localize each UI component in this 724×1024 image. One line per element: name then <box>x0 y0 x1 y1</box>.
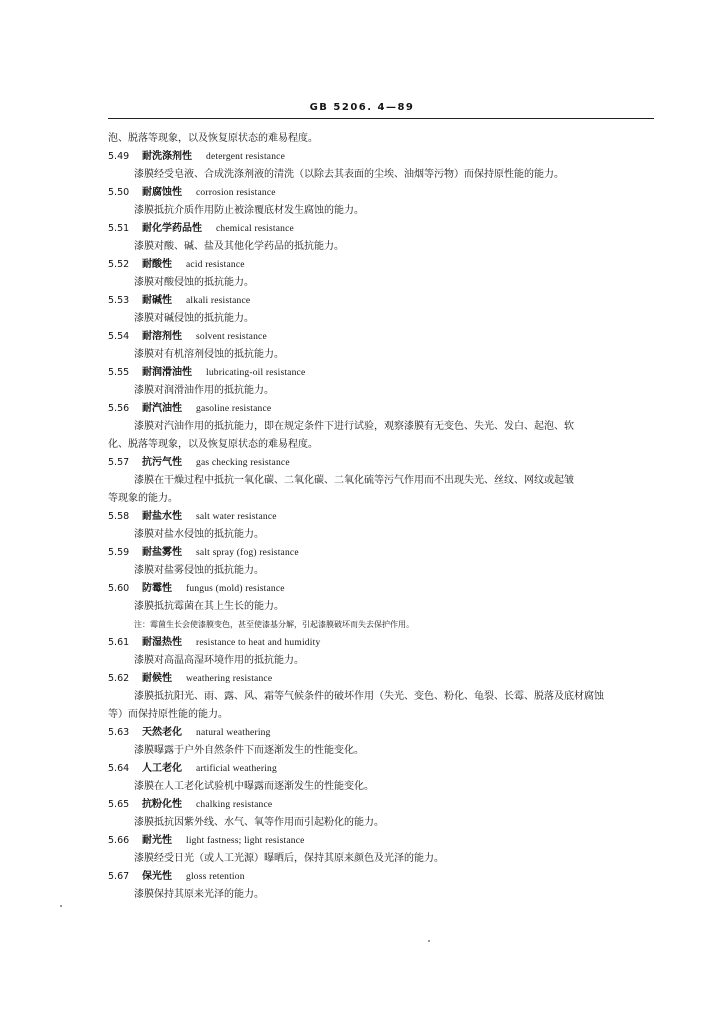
term-definition: 漆膜在人工老化试验机中曝露而逐渐发生的性能变化。 <box>134 781 374 792</box>
term-heading <box>108 670 654 688</box>
term-heading <box>108 832 654 850</box>
term-number: 5.51 <box>108 223 130 234</box>
term-number: 5.54 <box>108 331 130 342</box>
term-chinese: 抗粉化性 <box>142 799 182 810</box>
term-definition: 漆膜对有机溶剂侵蚀的抵抗能力。 <box>134 349 284 360</box>
term-definition: 漆膜曝露于户外自然条件下而逐渐发生的性能变化。 <box>134 745 364 756</box>
term-heading <box>108 868 654 886</box>
term-chinese: 抗污气性 <box>142 457 182 468</box>
term-heading <box>108 544 654 562</box>
term-definition: 漆膜抵抗阳光、雨、露、风、霜等气候条件的破坏作用（失光、变色、粉化、龟裂、长霉、脱落及底材腐蚀 <box>134 691 604 702</box>
term-chinese: 耐湿热性 <box>142 637 182 648</box>
term-number: 5.60 <box>108 583 130 594</box>
term-definition: 漆膜对润滑油作用的抵抗能力。 <box>134 385 274 396</box>
term-heading <box>108 328 654 346</box>
term-heading <box>108 796 654 814</box>
term-number: 5.56 <box>108 403 130 414</box>
term-definition: 漆膜经受皂液、合成洗涤剂液的清洗（以除去其表面的尘埃、油烟等污物）而保持原性能的能力。 <box>134 169 564 180</box>
term-english: chalking resistance <box>196 800 273 810</box>
term-chinese: 耐腐蚀性 <box>142 187 182 198</box>
term-definition: 漆膜抵抗介质作用防止被涂覆底材发生腐蚀的能力。 <box>134 205 364 216</box>
term-definition: 漆膜抵抗霉菌在其上生长的能力。 <box>134 601 284 612</box>
term-heading <box>108 220 654 238</box>
term-definition: 漆膜保持其原来光泽的能力。 <box>134 889 264 900</box>
term-english: alkali resistance <box>186 296 251 306</box>
term-english: gloss retention <box>186 872 245 882</box>
term-english: fungus (mold) resistance <box>186 584 285 594</box>
term-english: salt spray (fog) resistance <box>196 548 299 558</box>
term-chinese: 耐洗涤剂性 <box>142 151 192 162</box>
term-heading <box>108 580 654 598</box>
term-number: 5.50 <box>108 187 130 198</box>
term-definition-continued: 化、脱落等现象，以及恢复原状态的难易程度。 <box>108 439 318 450</box>
term-english: detergent resistance <box>206 152 285 162</box>
term-english: weathering resistance <box>186 674 273 684</box>
term-english: lubricating-oil resistance <box>206 368 306 378</box>
continuation-text: 泡、脱落等现象，以及恢复原状态的难易程度。 <box>108 133 318 144</box>
term-chinese: 耐酸性 <box>142 259 172 270</box>
term-definition: 漆膜在干燥过程中抵抗一氧化碳、二氧化碳、二氧化硫等污气作用而不出现失光、丝纹、网纹或起皱 <box>134 475 574 486</box>
term-number: 5.52 <box>108 259 130 270</box>
term-heading <box>108 760 654 778</box>
page-header-standard-code: GB 5206. 4—89 <box>309 102 415 113</box>
term-definition: 漆膜对汽油作用的抵抗能力，即在规定条件下进行试验，观察漆膜有无变色、失光、发白、起泡、软 <box>134 421 574 432</box>
term-definition: 漆膜对酸侵蚀的抵抗能力。 <box>134 277 254 288</box>
term-definition: 漆膜对碱侵蚀的抵抗能力。 <box>134 313 254 324</box>
term-english: resistance to heat and humidity <box>196 638 321 648</box>
term-number: 5.61 <box>108 637 130 648</box>
term-english: acid resistance <box>186 260 245 270</box>
term-chinese: 耐光性 <box>142 835 172 846</box>
term-number: 5.55 <box>108 367 130 378</box>
term-definition: 漆膜对酸、碱、盐及其他化学药品的抵抗能力。 <box>134 241 344 252</box>
term-english: artificial weathering <box>196 764 277 774</box>
term-definition: 漆膜对高温高湿环境作用的抵抗能力。 <box>134 655 304 666</box>
term-definition: 漆膜经受日光（或人工光源）曝晒后，保持其原来颜色及光泽的能力。 <box>134 853 444 864</box>
term-heading <box>108 454 654 472</box>
term-chinese: 人工老化 <box>142 763 182 774</box>
term-english: light fastness; light resistance <box>186 836 305 846</box>
term-definition-continued: 等）而保持原性能的能力。 <box>108 709 228 720</box>
term-english: natural weathering <box>196 728 271 738</box>
term-number: 5.66 <box>108 835 130 846</box>
term-chinese: 耐盐雾性 <box>142 547 182 558</box>
term-chinese: 防霉性 <box>142 583 172 594</box>
term-chinese: 耐润滑油性 <box>142 367 192 378</box>
term-definition: 漆膜对盐雾侵蚀的抵抗能力。 <box>134 565 264 576</box>
term-english: gasoline resistance <box>196 404 272 414</box>
term-english: salt water resistance <box>196 512 277 522</box>
term-heading <box>108 508 654 526</box>
term-number: 5.57 <box>108 457 130 468</box>
term-heading <box>108 634 654 652</box>
term-heading <box>108 148 654 166</box>
term-number: 5.65 <box>108 799 130 810</box>
term-number: 5.63 <box>108 727 130 738</box>
term-chinese: 耐候性 <box>142 673 172 684</box>
term-definition-continued: 等现象的能力。 <box>108 493 178 504</box>
header-rule <box>108 118 654 119</box>
term-number: 5.67 <box>108 871 130 882</box>
term-heading <box>108 184 654 202</box>
term-note: 注：霉菌生长会使漆膜变色，甚至使漆基分解，引起漆膜破坏而失去保护作用。 <box>134 620 414 629</box>
term-heading <box>108 724 654 742</box>
term-chinese: 耐化学药品性 <box>142 223 202 234</box>
term-chinese: 耐盐水性 <box>142 511 182 522</box>
term-heading <box>108 364 654 382</box>
term-number: 5.58 <box>108 511 130 522</box>
term-number: 5.64 <box>108 763 130 774</box>
document-body <box>108 130 654 904</box>
term-number: 5.59 <box>108 547 130 558</box>
term-number: 5.49 <box>108 151 130 162</box>
term-chinese: 耐溶剂性 <box>142 331 182 342</box>
term-number: 5.62 <box>108 673 130 684</box>
term-number: 5.53 <box>108 295 130 306</box>
term-english: corrosion resistance <box>196 188 276 198</box>
term-definition: 漆膜抵抗因紫外线、水气、氧等作用而引起粉化的能力。 <box>134 817 384 828</box>
term-definition: 漆膜对盐水侵蚀的抵抗能力。 <box>134 529 264 540</box>
term-heading <box>108 256 654 274</box>
term-chinese: 保光性 <box>142 871 172 882</box>
term-english: chemical resistance <box>216 224 294 234</box>
term-heading <box>108 292 654 310</box>
term-heading <box>108 400 654 418</box>
term-chinese: 耐碱性 <box>142 295 172 306</box>
term-chinese: 天然老化 <box>142 727 182 738</box>
term-english: gas checking resistance <box>196 458 290 468</box>
term-english: solvent resistance <box>196 332 267 342</box>
term-chinese: 耐汽油性 <box>142 403 182 414</box>
